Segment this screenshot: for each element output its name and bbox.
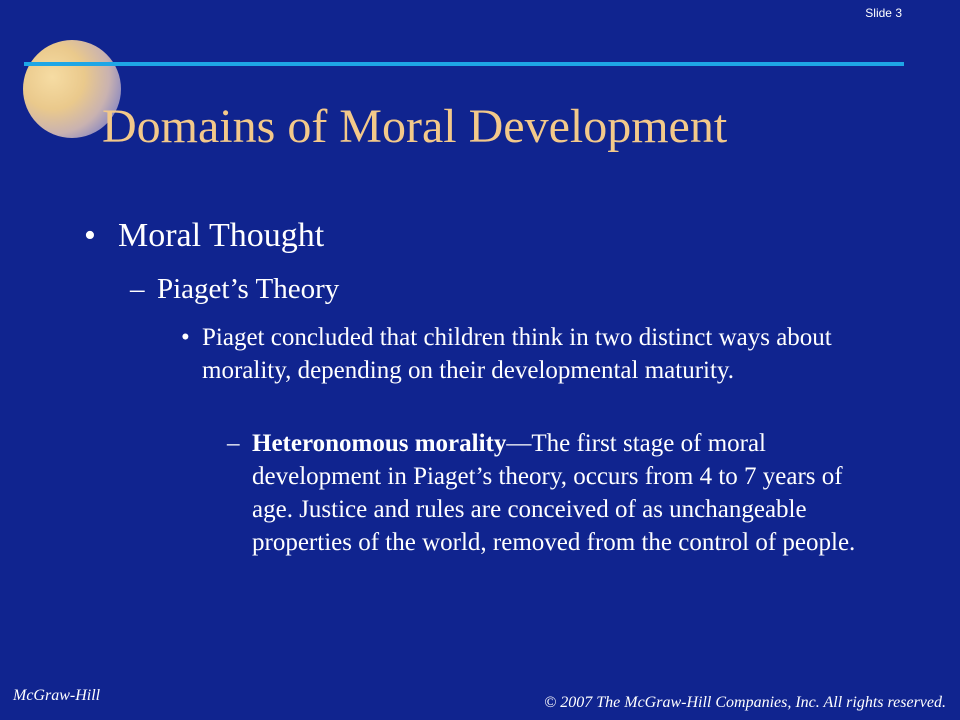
publisher-logo-text: McGraw-Hill [13,687,101,704]
slide-number: Slide 3 [865,6,902,20]
bullet-level3-text: Piaget concluded that children think in two distinct ways about morality, depending on their developmental maturity. [202,324,832,384]
copyright-notice: © 2007 The McGraw-Hill Companies, Inc. All rights reserved. [544,694,946,711]
dash-marker: – [227,430,240,457]
bullet-level2 [130,272,339,306]
bullet-marker: • [181,324,190,351]
slide-title: Domains of Moral Development [102,100,728,153]
bullet-level3 [181,321,871,387]
bullet-level2-text: Piaget’s Theory [157,273,340,305]
bullet-level4 [227,427,867,559]
definition-text: —The first stage of moral development in Piaget’s theory, occurs from 4 to 7 years of age. Justice and rules are conceived of as unchangeable properties of the world, removed from the control of people. [252,430,856,556]
definition-term: Heteronomous morality [252,430,507,457]
bullet-level4-text [252,427,867,559]
decorative-accent-line [24,62,904,66]
bullet-level1 [84,216,324,256]
bullet-level1-text: Moral Thought [118,217,325,254]
dash-marker: – [130,273,145,305]
bullet-marker: • [84,217,96,254]
